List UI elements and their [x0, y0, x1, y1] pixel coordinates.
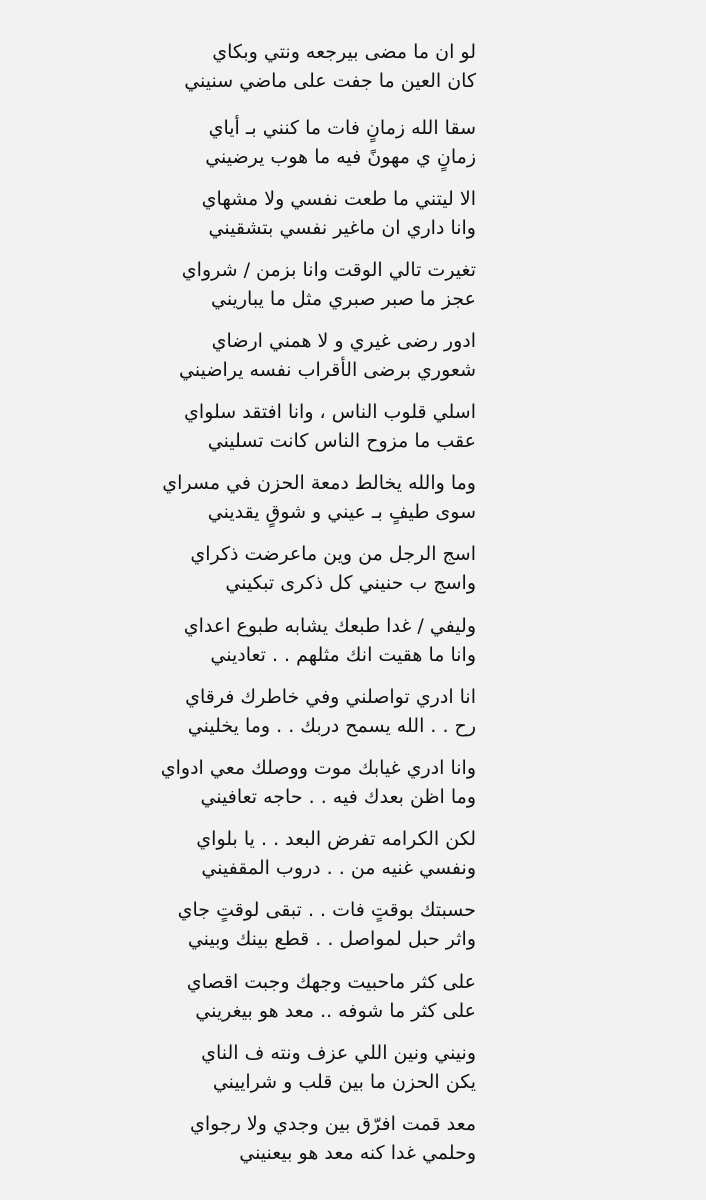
stanza	[0, 398, 706, 458]
poem-line: ونيني ونين اللي عزف ونته ف الناي	[201, 1042, 476, 1064]
poem-line: وليفي / غدا طبعك يشابه طبوع اعداي	[183, 615, 476, 637]
poem-line: اسج الرجل من وين ماعرضت ذكراي	[190, 543, 476, 565]
poem-line: سقا الله زمانٍ فات ما كنني بـ أياي	[208, 117, 476, 139]
poem-line: رح . . الله يسمح دربك . . وما يخليني	[187, 715, 476, 737]
poem-line: انا ادري تواصلني وفي خاطرك فرقاي	[185, 686, 476, 708]
poem-line: تغيرت تالي الوقت وانا بزمن / شرواي	[181, 259, 476, 281]
poem-line: على كثر ما شوفه .. معد هو بيغريني	[195, 1000, 476, 1022]
poem-line: عجز ما صبر صبري مثل ما يباريني	[211, 288, 476, 310]
poem-line: وانا داري ان ماغير نفسي بتشقيني	[208, 217, 476, 239]
poem-line: لو ان ما مضى بيرجعه ونتي وبكاي	[212, 41, 476, 63]
poem-line: وحلمي غدا كنه معد هو بيعنيني	[239, 1142, 476, 1164]
stanza	[0, 540, 706, 600]
poem-line: شعوري برضى الأقراب نفسه يراضيني	[179, 359, 476, 381]
stanza	[0, 683, 706, 743]
poem-line: واسج ب حنيني كل ذكرى تبكيني	[225, 572, 476, 594]
stanza	[0, 1110, 706, 1170]
poem-line: كان العين ما جفت على ماضي سنيني	[184, 70, 476, 92]
poem-line: ونفسي غنيه من . . دروب المقفيني	[201, 857, 476, 879]
poem-line: وانا ادري غيابك موت ووصلك معي ادواي	[160, 757, 476, 779]
stanza	[0, 896, 706, 956]
poem-line: يكن الحزن ما بين قلب و شراييني	[212, 1071, 476, 1093]
poem-line: لكن الكرامه تفرض البعد . . يا بلواي	[196, 828, 476, 850]
stanza	[0, 185, 706, 245]
poem-line: سوى طيفٍ بـ عيني و شوقٍ يقديني	[207, 501, 476, 523]
poem-line: عقب ما مزوح الناس كانت تسليني	[207, 430, 476, 452]
poem-line: الا ليتني ما طعت نفسي ولا مشهاي	[201, 188, 476, 210]
stanza	[0, 327, 706, 387]
stanza	[0, 754, 706, 814]
stanza	[0, 256, 706, 316]
poem-line: حسبتك بوقتٍ فات . . تبقى لوقتٍ جاي	[177, 899, 476, 921]
stanza	[0, 469, 706, 529]
stanza	[0, 38, 706, 98]
poem-line: زمانٍ ي مهونً فيه ما هوب يرضيني	[205, 146, 476, 168]
stanza	[0, 968, 706, 1028]
stanza	[0, 1039, 706, 1099]
poem-line: وما اظن بعدك فيه . . حاجه تعافيني	[200, 786, 476, 808]
poem-line: وانا ما هقيت انك مثلهم . . تعاديني	[210, 644, 476, 666]
stanza	[0, 612, 706, 672]
stanza	[0, 825, 706, 885]
poem-line: ادور رضى غيري و لا همني ارضاي	[211, 330, 476, 352]
poem-line: واثر حبل لمواصل . . قطع بينك وبيني	[187, 928, 476, 950]
poem-line: على كثر ماحبيت وجهك وجبت اقصاي	[186, 971, 476, 993]
stanza	[0, 114, 706, 174]
poem-line: وما والله يخالط دمعة الحزن في مسراي	[162, 472, 476, 494]
poem-line: اسلي قلوب الناس ، وانا افتقد سلواي	[184, 401, 476, 423]
poem-line: معد قمت افرّق بين وجدي ولا رجواي	[189, 1113, 476, 1135]
